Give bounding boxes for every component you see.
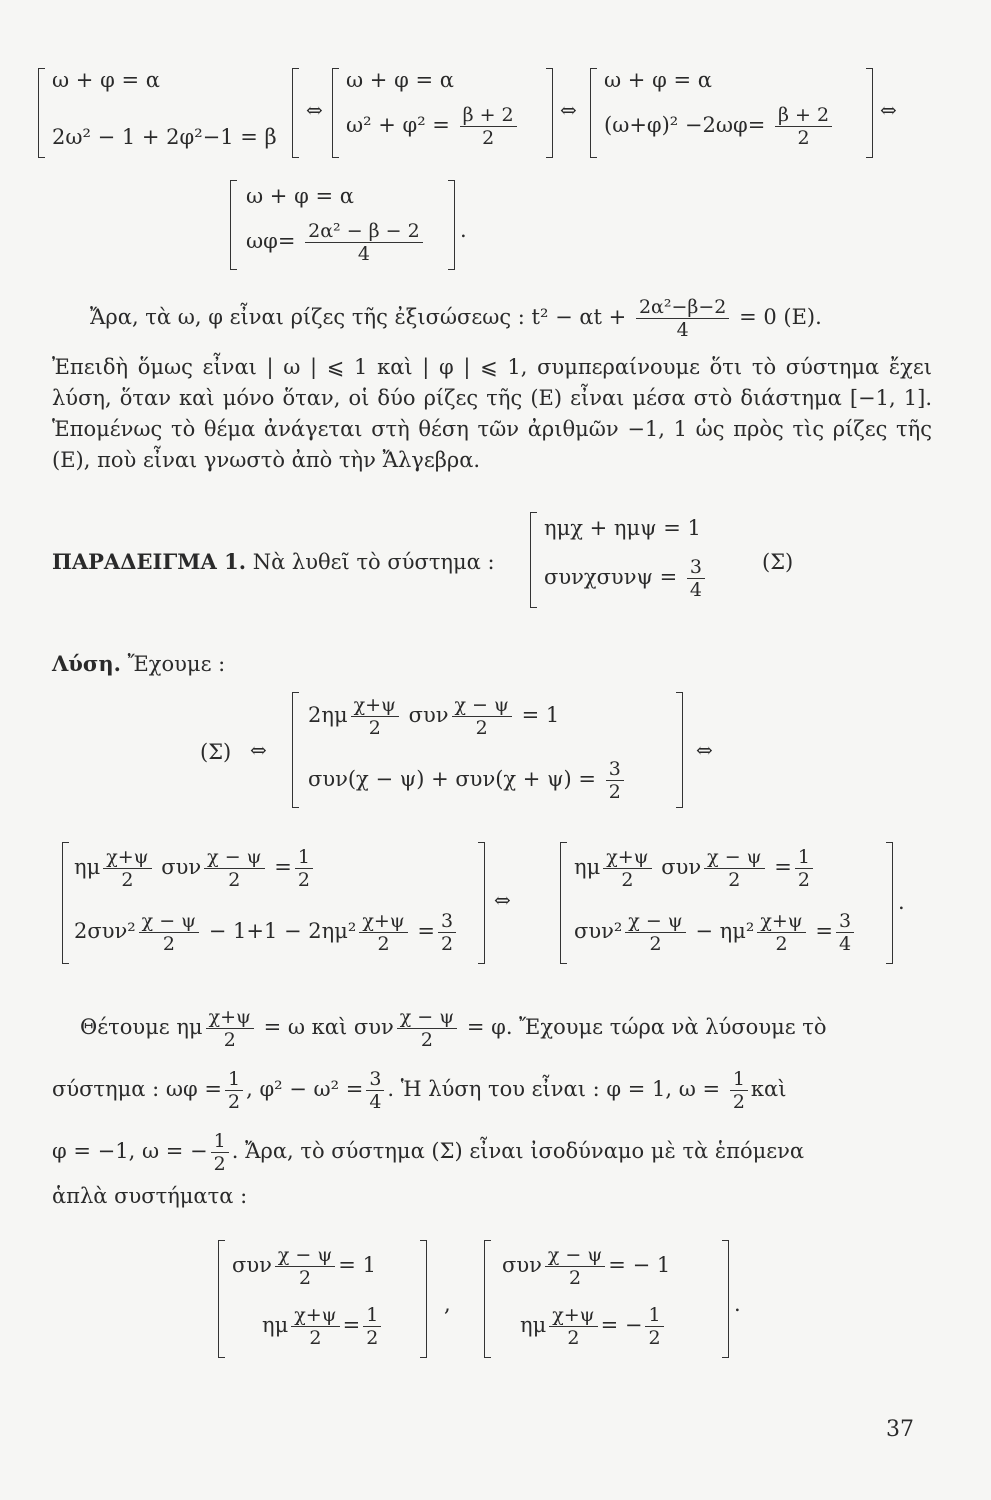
text: συν² bbox=[574, 919, 623, 943]
text: = φ. Ἔχουμε τώρα νὰ λύσουμε τὸ bbox=[466, 1015, 827, 1039]
brace-right bbox=[448, 180, 455, 270]
roots-equation-line bbox=[90, 296, 822, 341]
fraction bbox=[757, 910, 805, 955]
page-number: 37 bbox=[886, 1417, 914, 1442]
numerator: χ − ψ bbox=[545, 1244, 605, 1267]
denominator: 2 bbox=[366, 1327, 379, 1349]
solution-title: Λύση. bbox=[52, 651, 121, 676]
text: , φ² − ω² = bbox=[246, 1077, 364, 1101]
denominator: 4 bbox=[689, 579, 702, 601]
text: ημ bbox=[520, 1313, 547, 1337]
denominator: 4 bbox=[369, 1091, 382, 1113]
brace-left bbox=[484, 1240, 491, 1358]
text: − 1+1 − 2ημ² bbox=[208, 919, 357, 943]
fraction bbox=[103, 846, 151, 891]
text: συν bbox=[161, 855, 202, 879]
text: . Ἡ λύση του εἶναι : φ = 1, ω = bbox=[387, 1077, 721, 1101]
numerator: χ+ψ bbox=[103, 846, 151, 869]
equivalence-arrow: ⇔ bbox=[696, 738, 713, 762]
fraction bbox=[366, 1068, 384, 1113]
fraction bbox=[606, 758, 624, 803]
brace-left bbox=[292, 692, 299, 808]
period: . bbox=[460, 218, 467, 242]
text: 2συν² bbox=[74, 919, 136, 943]
system-label: (Σ) bbox=[762, 550, 794, 574]
fraction bbox=[549, 1304, 597, 1349]
text: συν bbox=[408, 703, 449, 727]
numerator: 3 bbox=[438, 910, 456, 933]
sys1-a-line1: ω + φ = α bbox=[52, 68, 160, 92]
numerator: χ − ψ bbox=[704, 846, 764, 869]
solution-text: Ἔχουμε : bbox=[127, 652, 226, 676]
lhs: συνχσυνψ = bbox=[544, 565, 678, 589]
numerator: 1 bbox=[211, 1130, 229, 1153]
fraction bbox=[836, 910, 854, 955]
text: = bbox=[774, 855, 792, 879]
numerator: χ − ψ bbox=[452, 694, 512, 717]
text: = bbox=[815, 919, 833, 943]
text: ημ bbox=[574, 855, 601, 879]
denominator: 2 bbox=[377, 933, 390, 955]
sys2-line1: ω + φ = α bbox=[246, 184, 354, 208]
denominator: 2 bbox=[569, 1267, 582, 1289]
denominator: 4 bbox=[357, 243, 370, 265]
sys3-line1 bbox=[308, 694, 559, 739]
solution-heading bbox=[52, 650, 225, 678]
denominator: 2 bbox=[368, 717, 381, 739]
fraction bbox=[359, 910, 407, 955]
numerator: χ+ψ bbox=[291, 1304, 339, 1327]
denominator: 2 bbox=[728, 869, 741, 891]
numerator: 1 bbox=[795, 846, 813, 869]
numerator: χ − ψ bbox=[397, 1006, 457, 1029]
numerator: 1 bbox=[363, 1304, 381, 1327]
roots-text: Ἄρα, τὰ ω, φ εἶναι ρίζες τῆς ἐξισώσεως : t² − αt + bbox=[90, 305, 627, 329]
brace-right bbox=[866, 68, 873, 158]
brace-right bbox=[546, 68, 553, 158]
period: . bbox=[734, 1292, 741, 1316]
fraction bbox=[645, 1304, 663, 1349]
numerator: χ+ψ bbox=[206, 1006, 254, 1029]
sys1-a-line2: 2ω² − 1 + 2φ²−1 = β bbox=[52, 125, 277, 149]
sys4-right-line1 bbox=[574, 846, 816, 891]
sys1-c-line1: ω + φ = α bbox=[604, 68, 712, 92]
text: 2ημ bbox=[308, 703, 348, 727]
numerator: χ+ψ bbox=[757, 910, 805, 933]
text: φ = −1, ω = − bbox=[52, 1139, 208, 1163]
denominator: 2 bbox=[228, 869, 241, 891]
brace-right bbox=[722, 1240, 729, 1358]
lhs: ωφ= bbox=[246, 229, 296, 253]
fraction bbox=[206, 1006, 254, 1051]
numerator: χ+ψ bbox=[359, 910, 407, 933]
period: . bbox=[898, 890, 905, 914]
fraction bbox=[139, 910, 199, 955]
denominator: 2 bbox=[732, 1091, 745, 1113]
denominator: 2 bbox=[475, 717, 488, 739]
denominator: 2 bbox=[649, 933, 662, 955]
sys1-b-line2 bbox=[346, 104, 520, 149]
numerator: 3 bbox=[366, 1068, 384, 1091]
numerator: 3 bbox=[836, 910, 854, 933]
brace-left bbox=[590, 68, 597, 158]
roots-tail: = 0 (E). bbox=[739, 305, 822, 329]
brace-left bbox=[62, 842, 69, 964]
denominator: 2 bbox=[299, 1267, 312, 1289]
fraction bbox=[204, 846, 264, 891]
system-solution-line bbox=[52, 1068, 786, 1113]
denominator: 2 bbox=[797, 869, 810, 891]
equivalence-arrow: ⇔ bbox=[494, 888, 511, 912]
numerator: χ+ψ bbox=[603, 846, 651, 869]
lhs: συν(χ − ψ) + συν(χ + ψ) = bbox=[308, 767, 597, 791]
denominator: 2 bbox=[440, 933, 454, 955]
numerator: β + 2 bbox=[775, 104, 832, 127]
denominator: 2 bbox=[223, 1029, 236, 1051]
fraction bbox=[397, 1006, 457, 1051]
text: ημ bbox=[262, 1313, 289, 1337]
sys4-left-line2 bbox=[74, 910, 459, 955]
fraction bbox=[460, 104, 517, 149]
denominator: 2 bbox=[775, 933, 788, 955]
numerator: 3 bbox=[687, 556, 705, 579]
brace-right bbox=[420, 1240, 427, 1358]
text: συν bbox=[661, 855, 702, 879]
text: καὶ bbox=[750, 1077, 787, 1101]
fraction bbox=[704, 846, 764, 891]
sys5-right-line2 bbox=[520, 1304, 667, 1349]
text: = ω καὶ συν bbox=[263, 1015, 394, 1039]
numerator: 2α² − β − 2 bbox=[305, 220, 423, 243]
brace-left bbox=[332, 68, 339, 158]
lhs: ω² + φ² = bbox=[346, 113, 450, 137]
text: συν bbox=[232, 1253, 272, 1277]
text: = 1 bbox=[338, 1253, 376, 1277]
fraction bbox=[295, 846, 313, 891]
text: = bbox=[417, 919, 435, 943]
fraction bbox=[363, 1304, 381, 1349]
numerator: 1 bbox=[295, 846, 313, 869]
sys4-left-line1 bbox=[74, 846, 316, 891]
system-label: (Σ) bbox=[200, 740, 232, 764]
equivalence-arrow: ⇔ bbox=[250, 738, 267, 762]
fraction bbox=[351, 694, 399, 739]
equivalence-arrow: ⇔ bbox=[880, 98, 897, 122]
numerator: χ+ψ bbox=[549, 1304, 597, 1327]
denominator: 2 bbox=[482, 127, 495, 149]
brace-left bbox=[292, 68, 299, 158]
denominator: 2 bbox=[621, 869, 634, 891]
fraction bbox=[795, 846, 813, 891]
brace-right bbox=[676, 692, 683, 808]
text: = − 1 bbox=[608, 1253, 671, 1277]
fraction bbox=[211, 1130, 229, 1175]
fraction bbox=[305, 220, 423, 265]
denominator: 2 bbox=[567, 1327, 580, 1349]
sys5-right-line1 bbox=[502, 1244, 670, 1289]
text: = 1 bbox=[521, 703, 560, 727]
denominator: 2 bbox=[162, 933, 175, 955]
denominator: 2 bbox=[297, 869, 310, 891]
numerator: χ − ψ bbox=[275, 1244, 335, 1267]
brace-left bbox=[560, 842, 567, 964]
fraction bbox=[603, 846, 651, 891]
denominator: 2 bbox=[648, 1327, 661, 1349]
brace-left bbox=[530, 512, 537, 608]
numerator: 1 bbox=[730, 1068, 748, 1091]
fraction bbox=[687, 556, 705, 601]
sys1-c-line2 bbox=[604, 104, 835, 149]
sys5-left-line2 bbox=[262, 1304, 384, 1349]
brace-left bbox=[218, 1240, 225, 1358]
equivalence-arrow: ⇔ bbox=[306, 98, 323, 122]
text: . Ἄρα, τὸ σύστημα (Σ) εἶναι ἰσοδύναμο μὲ τὰ ἑπόμενα bbox=[231, 1139, 805, 1163]
denominator: 2 bbox=[420, 1029, 433, 1051]
sys4-right-line2 bbox=[574, 910, 857, 955]
brace-right bbox=[886, 842, 893, 964]
denominator: 2 bbox=[608, 781, 621, 803]
lhs: (ω+φ)² −2ωφ= bbox=[604, 113, 766, 137]
fraction bbox=[291, 1304, 339, 1349]
comma: , bbox=[444, 1292, 451, 1316]
numerator: χ − ψ bbox=[625, 910, 685, 933]
brace-left bbox=[38, 68, 45, 158]
text: = bbox=[342, 1313, 361, 1337]
brace-left bbox=[230, 180, 237, 270]
numerator: χ − ψ bbox=[139, 910, 199, 933]
denominator: 4 bbox=[838, 933, 852, 955]
denominator: 2 bbox=[797, 127, 810, 149]
text: Θέτουμε ημ bbox=[80, 1015, 203, 1039]
fraction bbox=[225, 1068, 243, 1113]
sys2-line2 bbox=[246, 220, 426, 265]
text: = − bbox=[600, 1313, 643, 1337]
denominator: 2 bbox=[213, 1153, 226, 1175]
example-title: ΠΑΡΑΔΕΙΓΜΑ 1. bbox=[52, 549, 247, 574]
text: ημ bbox=[74, 855, 101, 879]
phi-line bbox=[52, 1130, 804, 1175]
numerator: 3 bbox=[606, 758, 624, 781]
denominator: 2 bbox=[309, 1327, 322, 1349]
fraction bbox=[438, 910, 456, 955]
text: − ημ² bbox=[695, 919, 755, 943]
simple-systems-text: ἁπλὰ συστήματα : bbox=[52, 1184, 248, 1208]
denominator: 2 bbox=[121, 869, 134, 891]
numerator: 2α²−β−2 bbox=[636, 296, 729, 319]
numerator: χ − ψ bbox=[204, 846, 264, 869]
fraction bbox=[636, 296, 729, 341]
example-heading bbox=[52, 548, 495, 576]
numerator: χ+ψ bbox=[351, 694, 399, 717]
fraction bbox=[625, 910, 685, 955]
fraction bbox=[775, 104, 832, 149]
example-line2 bbox=[544, 556, 708, 601]
text: σύστημα : ωφ = bbox=[52, 1077, 222, 1101]
example-text: Νὰ λυθεῖ τὸ σύστημα : bbox=[252, 550, 495, 574]
text: = bbox=[274, 855, 292, 879]
sys5-left-line1 bbox=[232, 1244, 376, 1289]
fraction bbox=[275, 1244, 335, 1289]
fraction bbox=[452, 694, 512, 739]
numerator: 1 bbox=[225, 1068, 243, 1091]
paragraph-text: Ἐπειδὴ ὅμως εἶναι | ω | ⩽ 1 καὶ | φ | ⩽ 1, συμπεραίνουμε ὅτι τὸ σύστημα ἔχει λύση, ὅταν καὶ μόνο ὅταν, οἱ δύο ρίζες τῆς (E) εἶναι μέσα στὸ διάστημα [−1, 1]. Ἑπομένως τὸ θέμα ἀνάγεται στὴ θέση τῶν ἀριθμῶν −1, 1 ὡς πρὸς τὶς ρίζες τῆς (E), ποὺ εἶναι γνωστὸ ἀπὸ τὴν Ἄλγεβρα. bbox=[52, 355, 932, 472]
sys3-line2 bbox=[308, 758, 627, 803]
fraction bbox=[545, 1244, 605, 1289]
brace-right bbox=[478, 842, 485, 964]
text: συν bbox=[502, 1253, 542, 1277]
denominator: 4 bbox=[676, 319, 689, 341]
numerator: 1 bbox=[645, 1304, 663, 1327]
setting-line bbox=[80, 1006, 827, 1051]
fraction bbox=[730, 1068, 748, 1113]
equivalence-arrow: ⇔ bbox=[560, 98, 577, 122]
denominator: 2 bbox=[228, 1091, 241, 1113]
sys1-b-line1: ω + φ = α bbox=[346, 68, 454, 92]
example-line1: ημχ + ημψ = 1 bbox=[544, 516, 701, 540]
numerator: β + 2 bbox=[460, 104, 517, 127]
